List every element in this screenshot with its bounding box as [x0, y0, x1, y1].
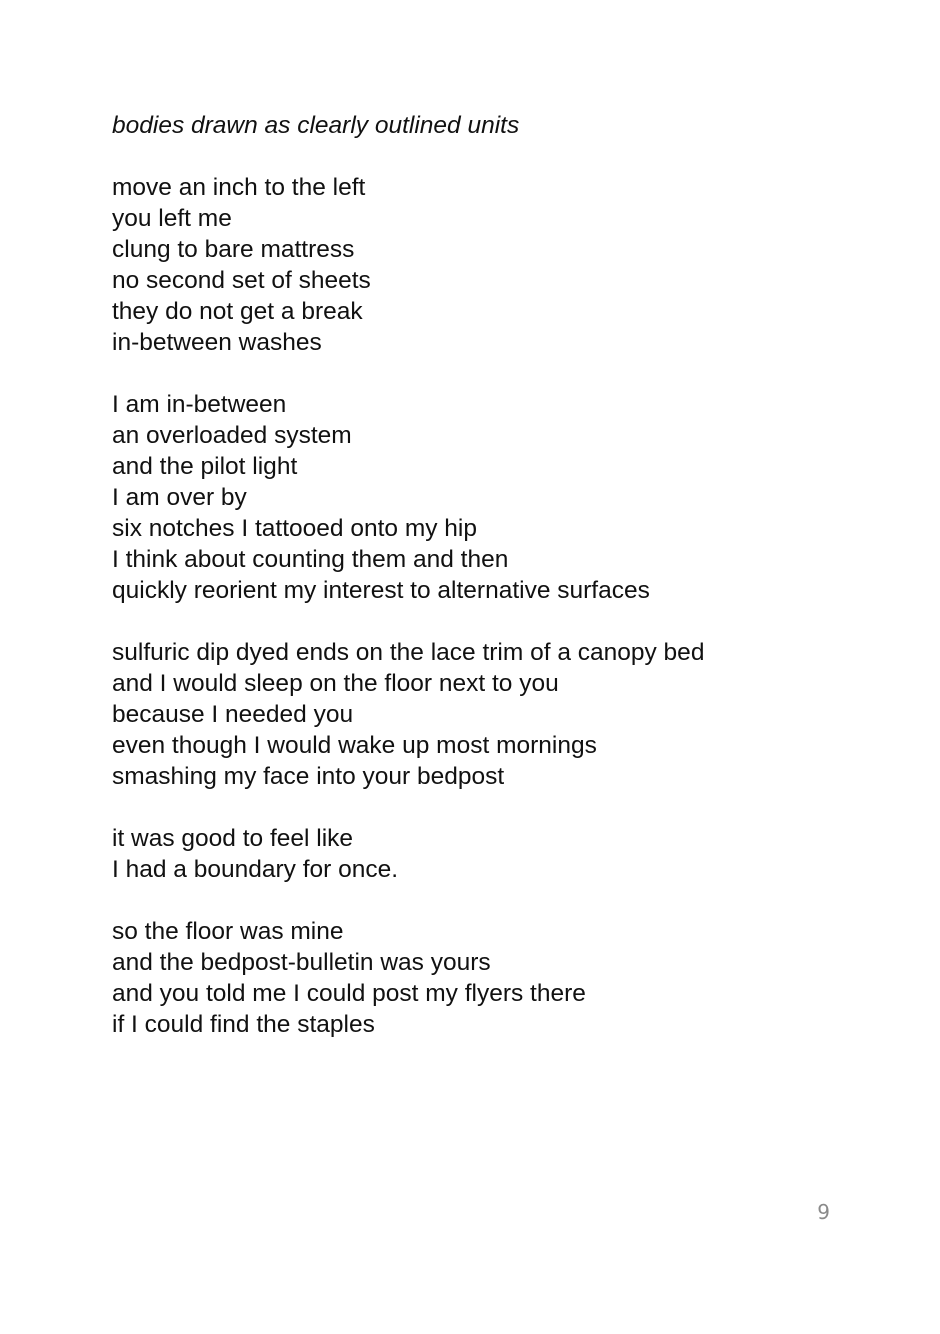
poem-line: I think about counting them and then	[112, 546, 509, 573]
poem-line: I am over by	[112, 484, 247, 511]
page-number: 9	[817, 1200, 830, 1224]
poem-line: clung to bare mattress	[112, 236, 355, 263]
poem-line: if I could find the staples	[112, 1011, 375, 1038]
stanza-5	[112, 916, 704, 1040]
poem-line: no second set of sheets	[112, 267, 371, 294]
poem-line: because I needed you	[112, 701, 354, 728]
poem-line: they do not get a break	[112, 298, 363, 325]
stanza-2	[112, 389, 704, 606]
poem-line: so the floor was mine	[112, 918, 344, 945]
poem-line: smashing my face into your bedpost	[112, 763, 505, 790]
poem-line: and I would sleep on the floor next to you	[112, 670, 559, 697]
poem-line: six notches I tattooed onto my hip	[112, 515, 477, 542]
stanza-3	[112, 637, 704, 792]
poem-line: even though I would wake up most mornings	[112, 732, 597, 759]
poem-line: sulfuric dip dyed ends on the lace trim of a canopy bed	[112, 639, 705, 666]
poem-body	[112, 172, 704, 1071]
poem-line: it was good to feel like	[112, 825, 354, 852]
poem-title: bodies drawn as clearly outlined units	[112, 112, 520, 139]
stanza-1	[112, 172, 704, 358]
poem-line: you left me	[112, 205, 232, 232]
stanza-4	[112, 823, 704, 885]
poem-line: move an inch to the left	[112, 174, 366, 201]
poem-line: quickly reorient my interest to alternative surfaces	[112, 577, 650, 604]
poem-line: in-between washes	[112, 329, 322, 356]
poem-line: and you told me I could post my flyers there	[112, 980, 586, 1007]
poem-line: and the pilot light	[112, 453, 298, 480]
poem-line: I had a boundary for once.	[112, 856, 399, 883]
poem-line: I am in-between	[112, 391, 287, 418]
poem-line: and the bedpost-bulletin was yours	[112, 949, 491, 976]
poem-line: an overloaded system	[112, 422, 352, 449]
